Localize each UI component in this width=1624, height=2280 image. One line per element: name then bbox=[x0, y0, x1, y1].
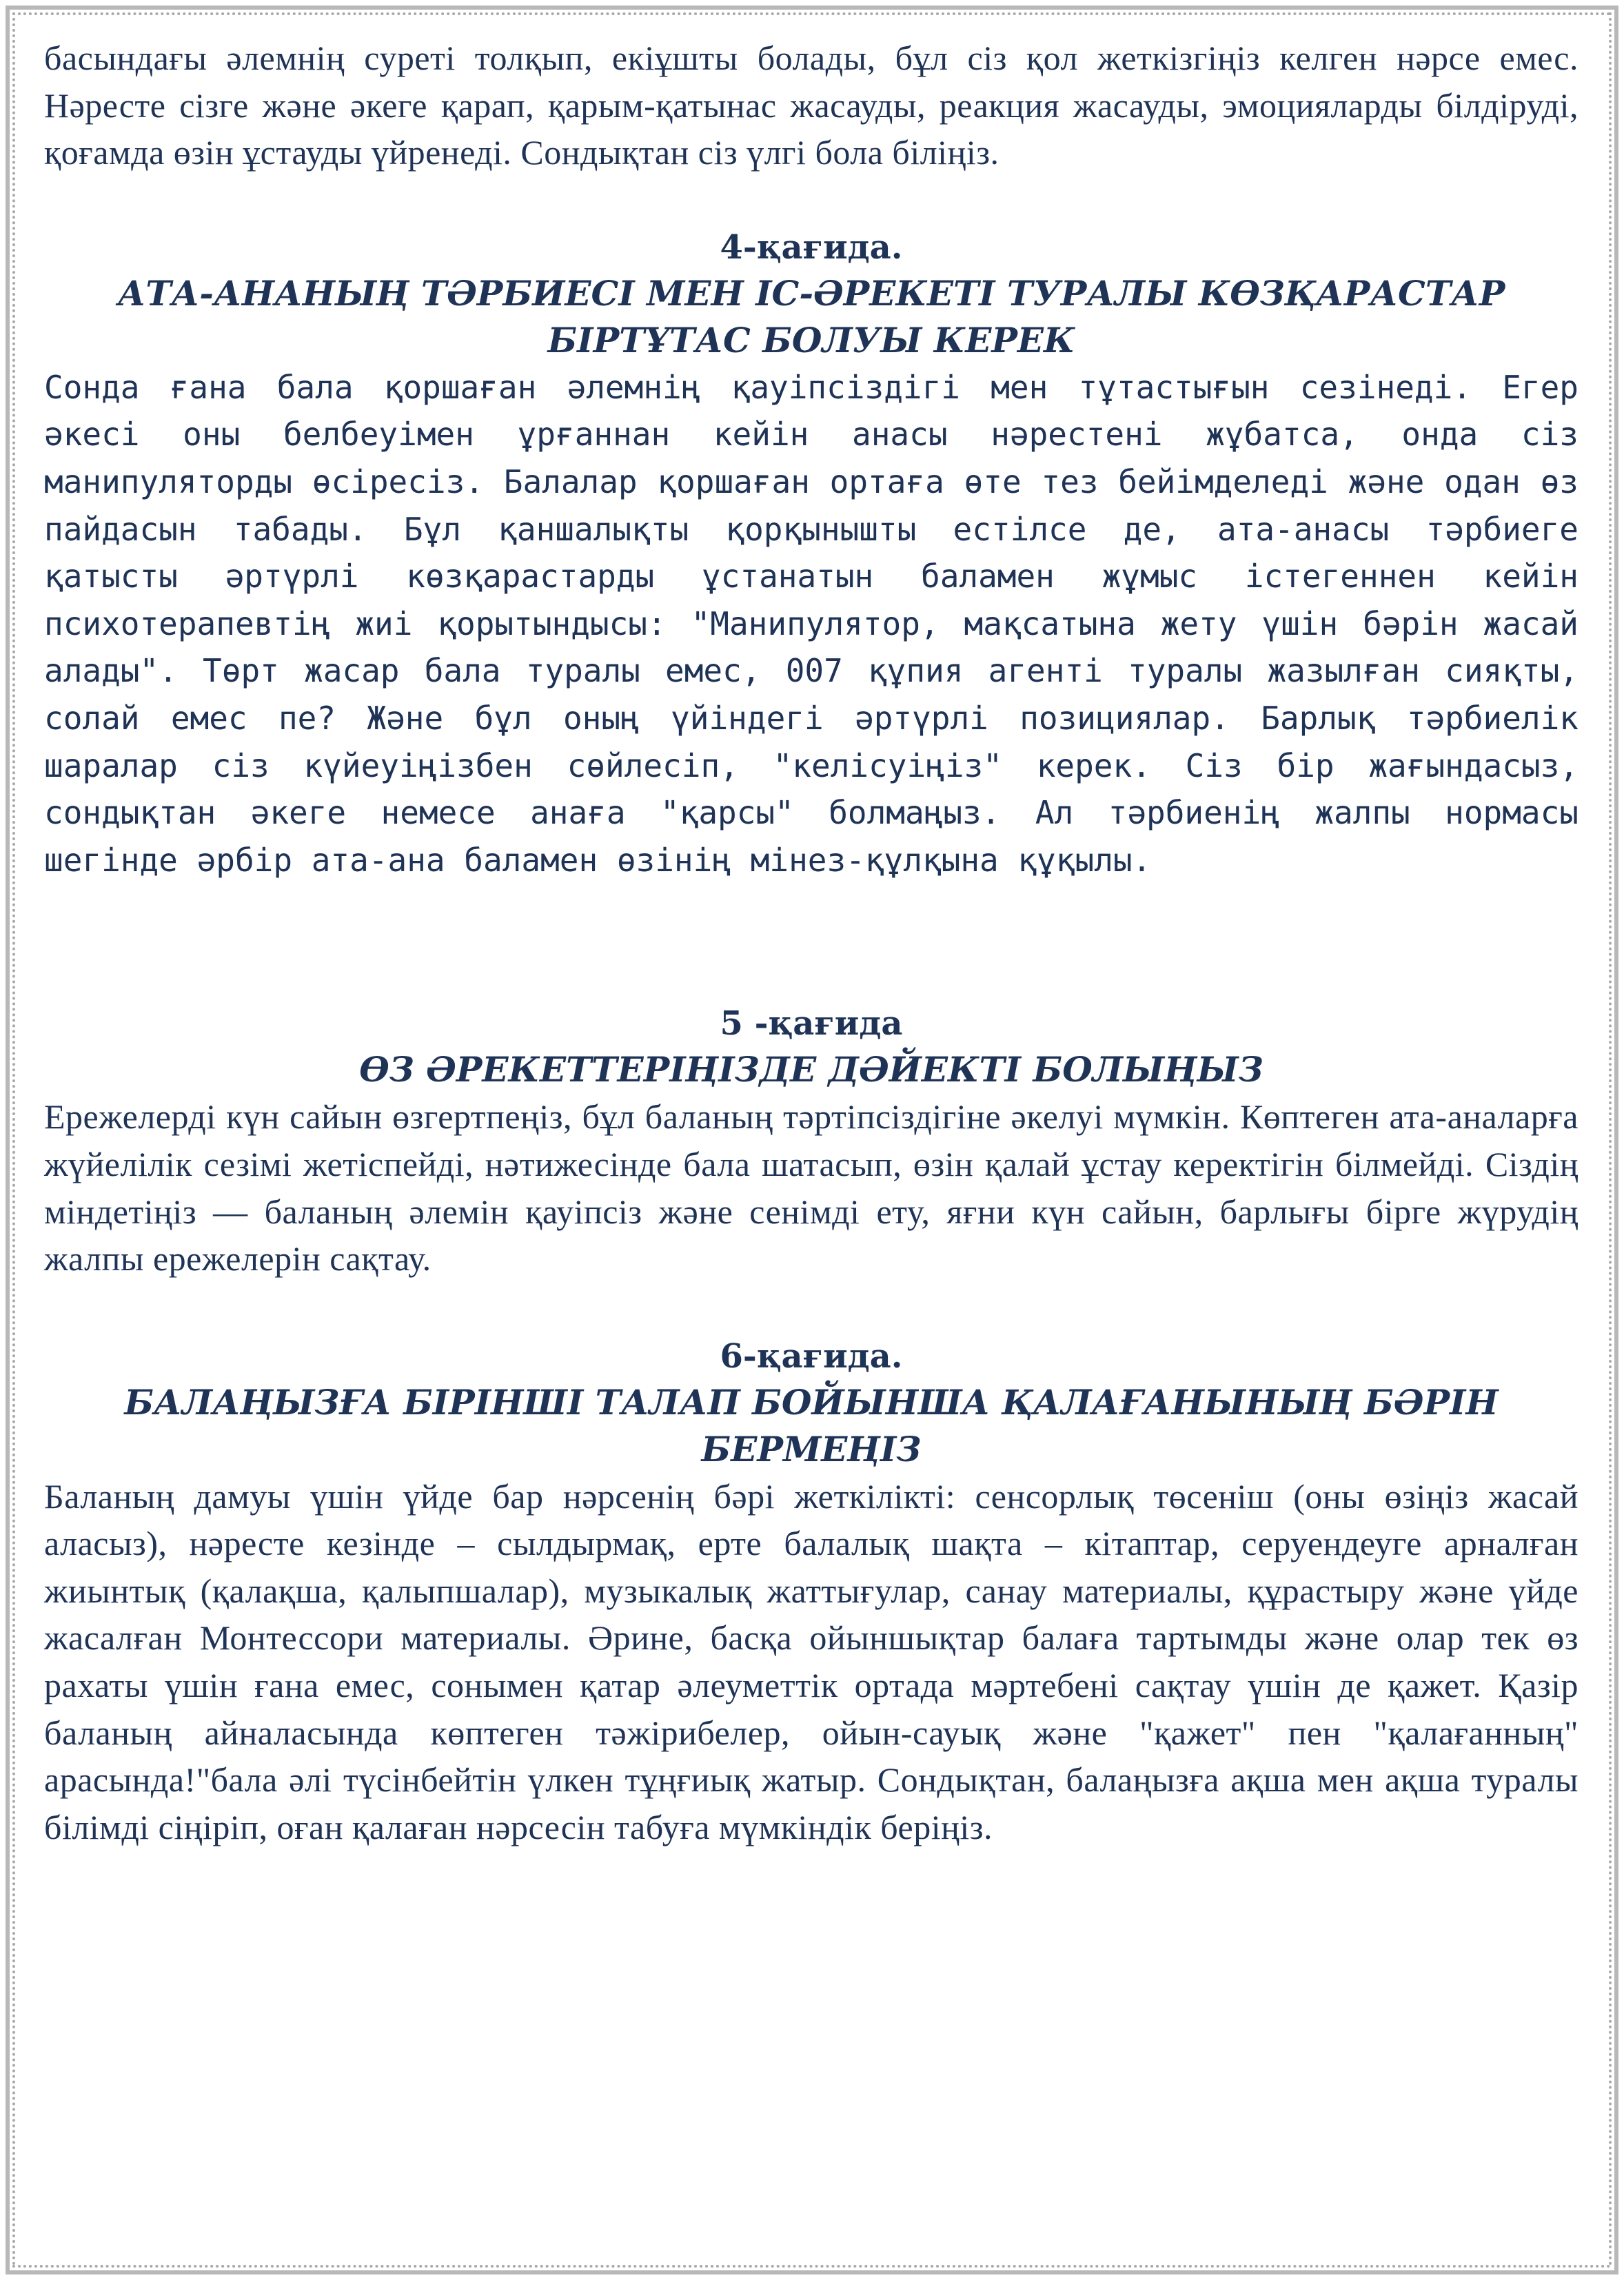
intro-paragraph: басындағы әлемнің суреті толқып, екіұшты болады, бұл сіз қол жеткізгіңіз келген нәрсе емес. Нәресте сізге және әкеге қарап, қарым-қатынас жасауды, реакция жасауды, эмоцияларды білдіруді, қоғамда өзін ұстауды үйренеді. Сондықтан сіз үлгі бола біліңіз. bbox=[44, 39, 1579, 172]
rule-6-section bbox=[44, 1334, 1579, 1851]
rule-6-number: 6-қағида. bbox=[720, 1336, 903, 1376]
rule-6-paragraph: Баланың дамуы үшін үйде бар нәрсенің бәрі жеткілікті: сенсорлық төсеніш (оны өзіңіз жасай аласыз), нәресте кезінде – сылдырмақ, ерте балалық шақта – кітаптар, серуендеуге арналған жиынтық (қалақша, қалыпшалар), музыкалық жаттығулар, санау материалы, құрастыру және үйде жасалған Монтессори материалы. Әрине, басқа ойыншықтар балаға тартымды және олар тек өз рахаты үшін ғана емес, сонымен қатар әлеуметтік ортада мәртебені сақтау үшін де қажет. Қазір баланың айналасында көптеген тәжірибелер, ойын-сауық және "қажет" пен "қалағанның" арасында!"бала әлі түсінбейтін үлкен тұңғиық жатыр. Сондықтан, балаңызға ақша мен ақша туралы білімді сіңіріп, оған қалаған нәрсесін табуға мүмкіндік беріңіз. bbox=[44, 1476, 1579, 1846]
rule-4-title: АТА-АНАНЫҢ ТӘРБИЕСІ МЕН ІС-ӘРЕКЕТІ ТУРАЛЫ КӨЗҚАРАСТАР БІРТҰТАС БОЛУЫ КЕРЕК bbox=[117, 272, 1505, 360]
document-body bbox=[44, 34, 1579, 1851]
rule-5-number: 5 -қағида bbox=[720, 1004, 903, 1044]
rule-5-paragraph: Ережелерді күн сайын өзгертпеңіз, бұл баланың тәртіпсіздігіне әкелуі мүмкін. Көптеген ата-аналарға жүйелілік сезімі жетіспейді, нәтижесінде бала шатасып, өзін қалай ұстау керектігін білмейді. Сіздің міндетіңіз — баланың әлемін қауіпсіз және сенімді ету, яғни күн сайын, барлығы бірге жүрудің жалпы ережелерін сақтау. bbox=[44, 1097, 1579, 1279]
rule-6-title: БАЛАҢЫЗҒА БІРІНШІ ТАЛАП БОЙЫНША ҚАЛАҒАНЫНЫҢ БӘРІН БЕРМЕҢІЗ bbox=[124, 1381, 1499, 1469]
rule-5-title: ӨЗ ӘРЕКЕТТЕРІҢІЗДЕ ДӘЙЕКТІ БОЛЫҢЫЗ bbox=[359, 1049, 1263, 1090]
rule-5-section bbox=[44, 1001, 1579, 1282]
rule-4-paragraph: Сонда ғана бала қоршаған әлемнің қауіпсіздігі мен тұтастығын сезінеді. Егер әкесі оны белбеуімен ұрғаннан кейін анасы нәрестені жұбатса, онда сіз манипуляторды өсіресіз. Балалар қоршаған ортаға өте тез бейімделеді және одан өз пайдасын табады. Бұл қаншалықты қорқынышты естілсе де, ата-анасы тәрбиеге қатысты әртүрлі көзқарастарды ұстанатын баламен жұмыс істегеннен кейін психотерапевтің жиі қорытындысы: "Манипулятор, мақсатына жету үшін бәрін жасай алады". Төрт жасар бала туралы емес, 007 құпия агенті туралы жазылған сияқты, солай емес пе? Және бұл оның үйіндегі әртүрлі позициялар. Барлық тәрбиелік шаралар сіз күйеуіңізбен сөйлесіп, "келісуіңіз" керек. Сіз бір жағындасыз, сондықтан әкеге немесе анаға "қарсы" болмаңыз. Ал тәрбиенің жалпы нормасы шегінде әрбір ата-ана баламен өзінің мінез-құлқына құқылы. bbox=[44, 368, 1579, 879]
spacer bbox=[44, 176, 1579, 225]
rule-4-section bbox=[44, 225, 1579, 884]
spacer bbox=[44, 884, 1579, 1001]
spacer bbox=[44, 1283, 1579, 1334]
rule-4-number: 4-қағида. bbox=[720, 227, 903, 267]
